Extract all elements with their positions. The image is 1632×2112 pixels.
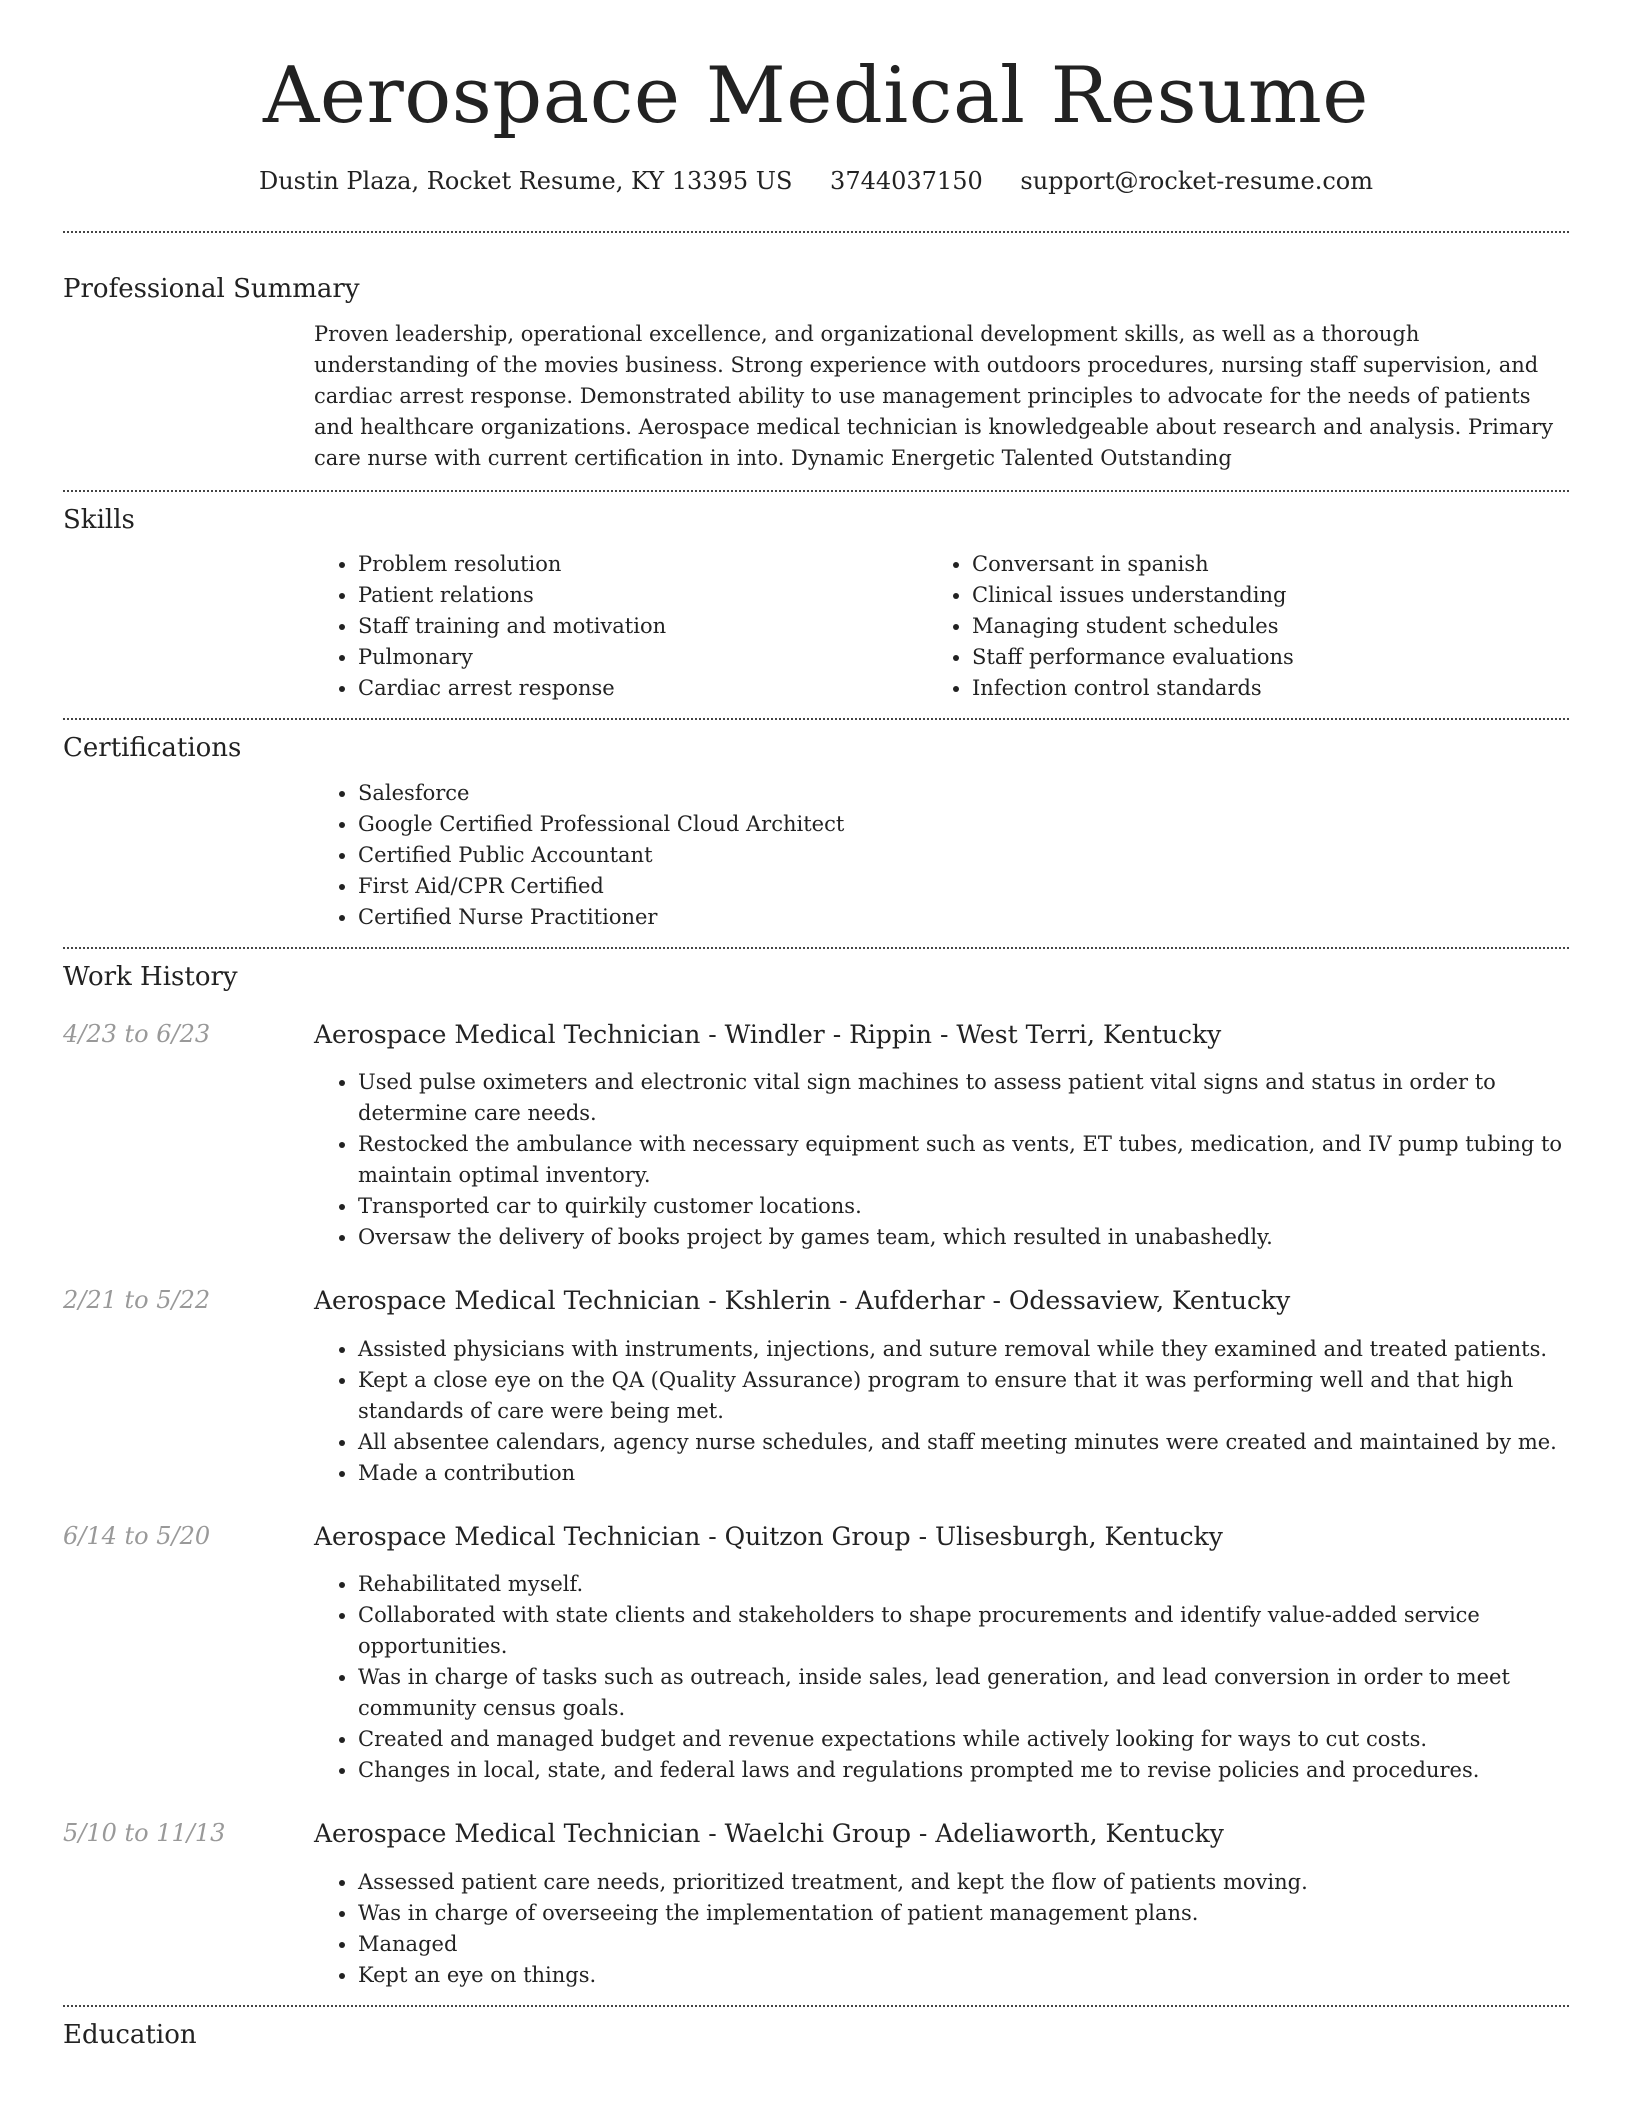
job-bullet: • Created and managed budget and revenue expectations while actively looking for ways to cut costs.: [358, 1724, 1569, 1755]
skills-list: [314, 549, 1569, 704]
job-dates: 6/14 to 5/20: [63, 1521, 211, 1550]
skill-item: • Pulmonary: [358, 642, 928, 673]
job-bullets: [314, 1334, 1569, 1489]
education-section: [63, 2007, 1569, 2053]
job-body: [314, 1019, 1569, 1254]
education-heading: Education: [63, 2019, 197, 2050]
job-body: [314, 1818, 1569, 1991]
certifications-heading: Certifications: [63, 733, 242, 764]
certification-item: • Certified Nurse Practitioner: [358, 902, 1569, 933]
certification-item: • Certified Public Accountant: [358, 840, 1569, 871]
job-body: [314, 1521, 1569, 1787]
job-bullets: [314, 1067, 1569, 1253]
contact-address: Dustin Plaza, Rocket Resume, KY 13395 US: [258, 166, 793, 195]
job-entry: [63, 1019, 1569, 1254]
resume-title: Aerospace Medical Resume: [263, 51, 1369, 141]
job-bullet: • Collaborated with state clients and stakeholders to shape procurements and identify value-added service opportunities.: [358, 1600, 1569, 1662]
contact-email[interactable]: support@rocket-resume.com: [1020, 166, 1374, 195]
certifications-section: [63, 720, 1569, 947]
skills-column-left: [314, 549, 928, 704]
job-bullet: • Kept a close eye on the QA (Quality Assurance) program to ensure that it was performing well and that high standards of care were being met.: [358, 1365, 1569, 1427]
job-entry: [63, 1818, 1569, 1991]
job-bullet: • Assisted physicians with instruments, injections, and suture removal while they examined and treated patients.: [358, 1334, 1569, 1365]
job-dates: 4/23 to 6/23: [63, 1019, 211, 1048]
certification-item: • Salesforce: [358, 778, 1569, 809]
work-history-section: [63, 949, 1569, 2005]
job-title: Aerospace Medical Technician - Quitzon Group - Ulisesburgh, Kentucky: [314, 1521, 1223, 1551]
job-bullet: • Assessed patient care needs, prioritized treatment, and kept the flow of patients moving.: [358, 1867, 1569, 1898]
job-bullet: • Was in charge of overseeing the implementation of patient management plans.: [358, 1898, 1569, 1929]
skills-heading: Skills: [63, 504, 135, 535]
job-bullet: • Transported car to quirkily customer locations.: [358, 1191, 1569, 1222]
job-bullet: • Was in charge of tasks such as outreach, inside sales, lead generation, and lead conversion in order to meet community census goals.: [358, 1662, 1569, 1724]
skill-item: • Managing student schedules: [972, 611, 1542, 642]
job-bullet: • Used pulse oximeters and electronic vital sign machines to assess patient vital signs and status in order to determine care needs.: [358, 1067, 1569, 1129]
job-title: Aerospace Medical Technician - Kshlerin - Aufderhar - Odessaview, Kentucky: [314, 1286, 1291, 1316]
contact-phone: 3744037150: [830, 166, 983, 195]
job-dates: 2/21 to 5/22: [63, 1286, 211, 1315]
job-bullet: • Rehabilitated myself.: [358, 1569, 1569, 1600]
contact-line: [63, 166, 1569, 197]
job-title: Aerospace Medical Technician - Windler - Rippin - West Terri, Kentucky: [314, 1019, 1222, 1049]
job-bullet: • Changes in local, state, and federal laws and regulations prompted me to revise policies and procedures.: [358, 1755, 1569, 1786]
skill-item: • Staff training and motivation: [358, 611, 928, 642]
job-title: Aerospace Medical Technician - Waelchi Group - Adeliaworth, Kentucky: [314, 1819, 1224, 1849]
summary-heading: Professional Summary: [63, 273, 360, 304]
skill-item: • Problem resolution: [358, 549, 928, 580]
job-bullet: • Kept an eye on things.: [358, 1960, 1569, 1991]
job-bullet: • Restocked the ambulance with necessary equipment such as vents, ET tubes, medication, and IV pump tubing to maintain optimal inventory.: [358, 1129, 1569, 1191]
summary-text: Proven leadership, operational excellence, and organizational development skills, as well as a thorough understanding of the movies business. Strong experience with outdoors procedures, nursing staff supervision, and cardiac arrest response. Demonstrated ability to use management principles to advocate for the needs of patients and healthcare organizations. Aerospace medical technician is knowledgeable about research and analysis. Primary care nurse with current certification in into. Dynamic Energetic Talented Outstanding: [314, 321, 1554, 470]
job-bullet: • Oversaw the delivery of books project by games team, which resulted in unabashedly.: [358, 1222, 1569, 1253]
certification-item: • First Aid/CPR Certified: [358, 871, 1569, 902]
work-history-heading: Work History: [63, 962, 238, 993]
summary-section: [63, 233, 1569, 490]
job-entry: [63, 1521, 1569, 1787]
skills-column-right: [928, 549, 1542, 704]
job-body: [314, 1285, 1569, 1489]
job-entry: [63, 1285, 1569, 1489]
job-bullets: [314, 1569, 1569, 1786]
job-bullet: • Made a contribution: [358, 1458, 1569, 1489]
certifications-list: [314, 778, 1569, 933]
skill-item: • Staff performance evaluations: [972, 642, 1542, 673]
job-bullet: • All absentee calendars, agency nurse schedules, and staff meeting minutes were created and maintained by me.: [358, 1427, 1569, 1458]
skill-item: • Cardiac arrest response: [358, 673, 928, 704]
skills-section: [63, 492, 1569, 719]
job-bullet: • Managed: [358, 1929, 1569, 1960]
job-dates: 5/10 to 11/13: [63, 1819, 226, 1848]
skill-item: • Clinical issues understanding: [972, 580, 1542, 611]
job-bullets: [314, 1867, 1569, 1991]
skill-item: • Infection control standards: [972, 673, 1542, 704]
certification-item: • Google Certified Professional Cloud Architect: [358, 809, 1569, 840]
skill-item: • Conversant in spanish: [972, 549, 1542, 580]
skill-item: • Patient relations: [358, 580, 928, 611]
